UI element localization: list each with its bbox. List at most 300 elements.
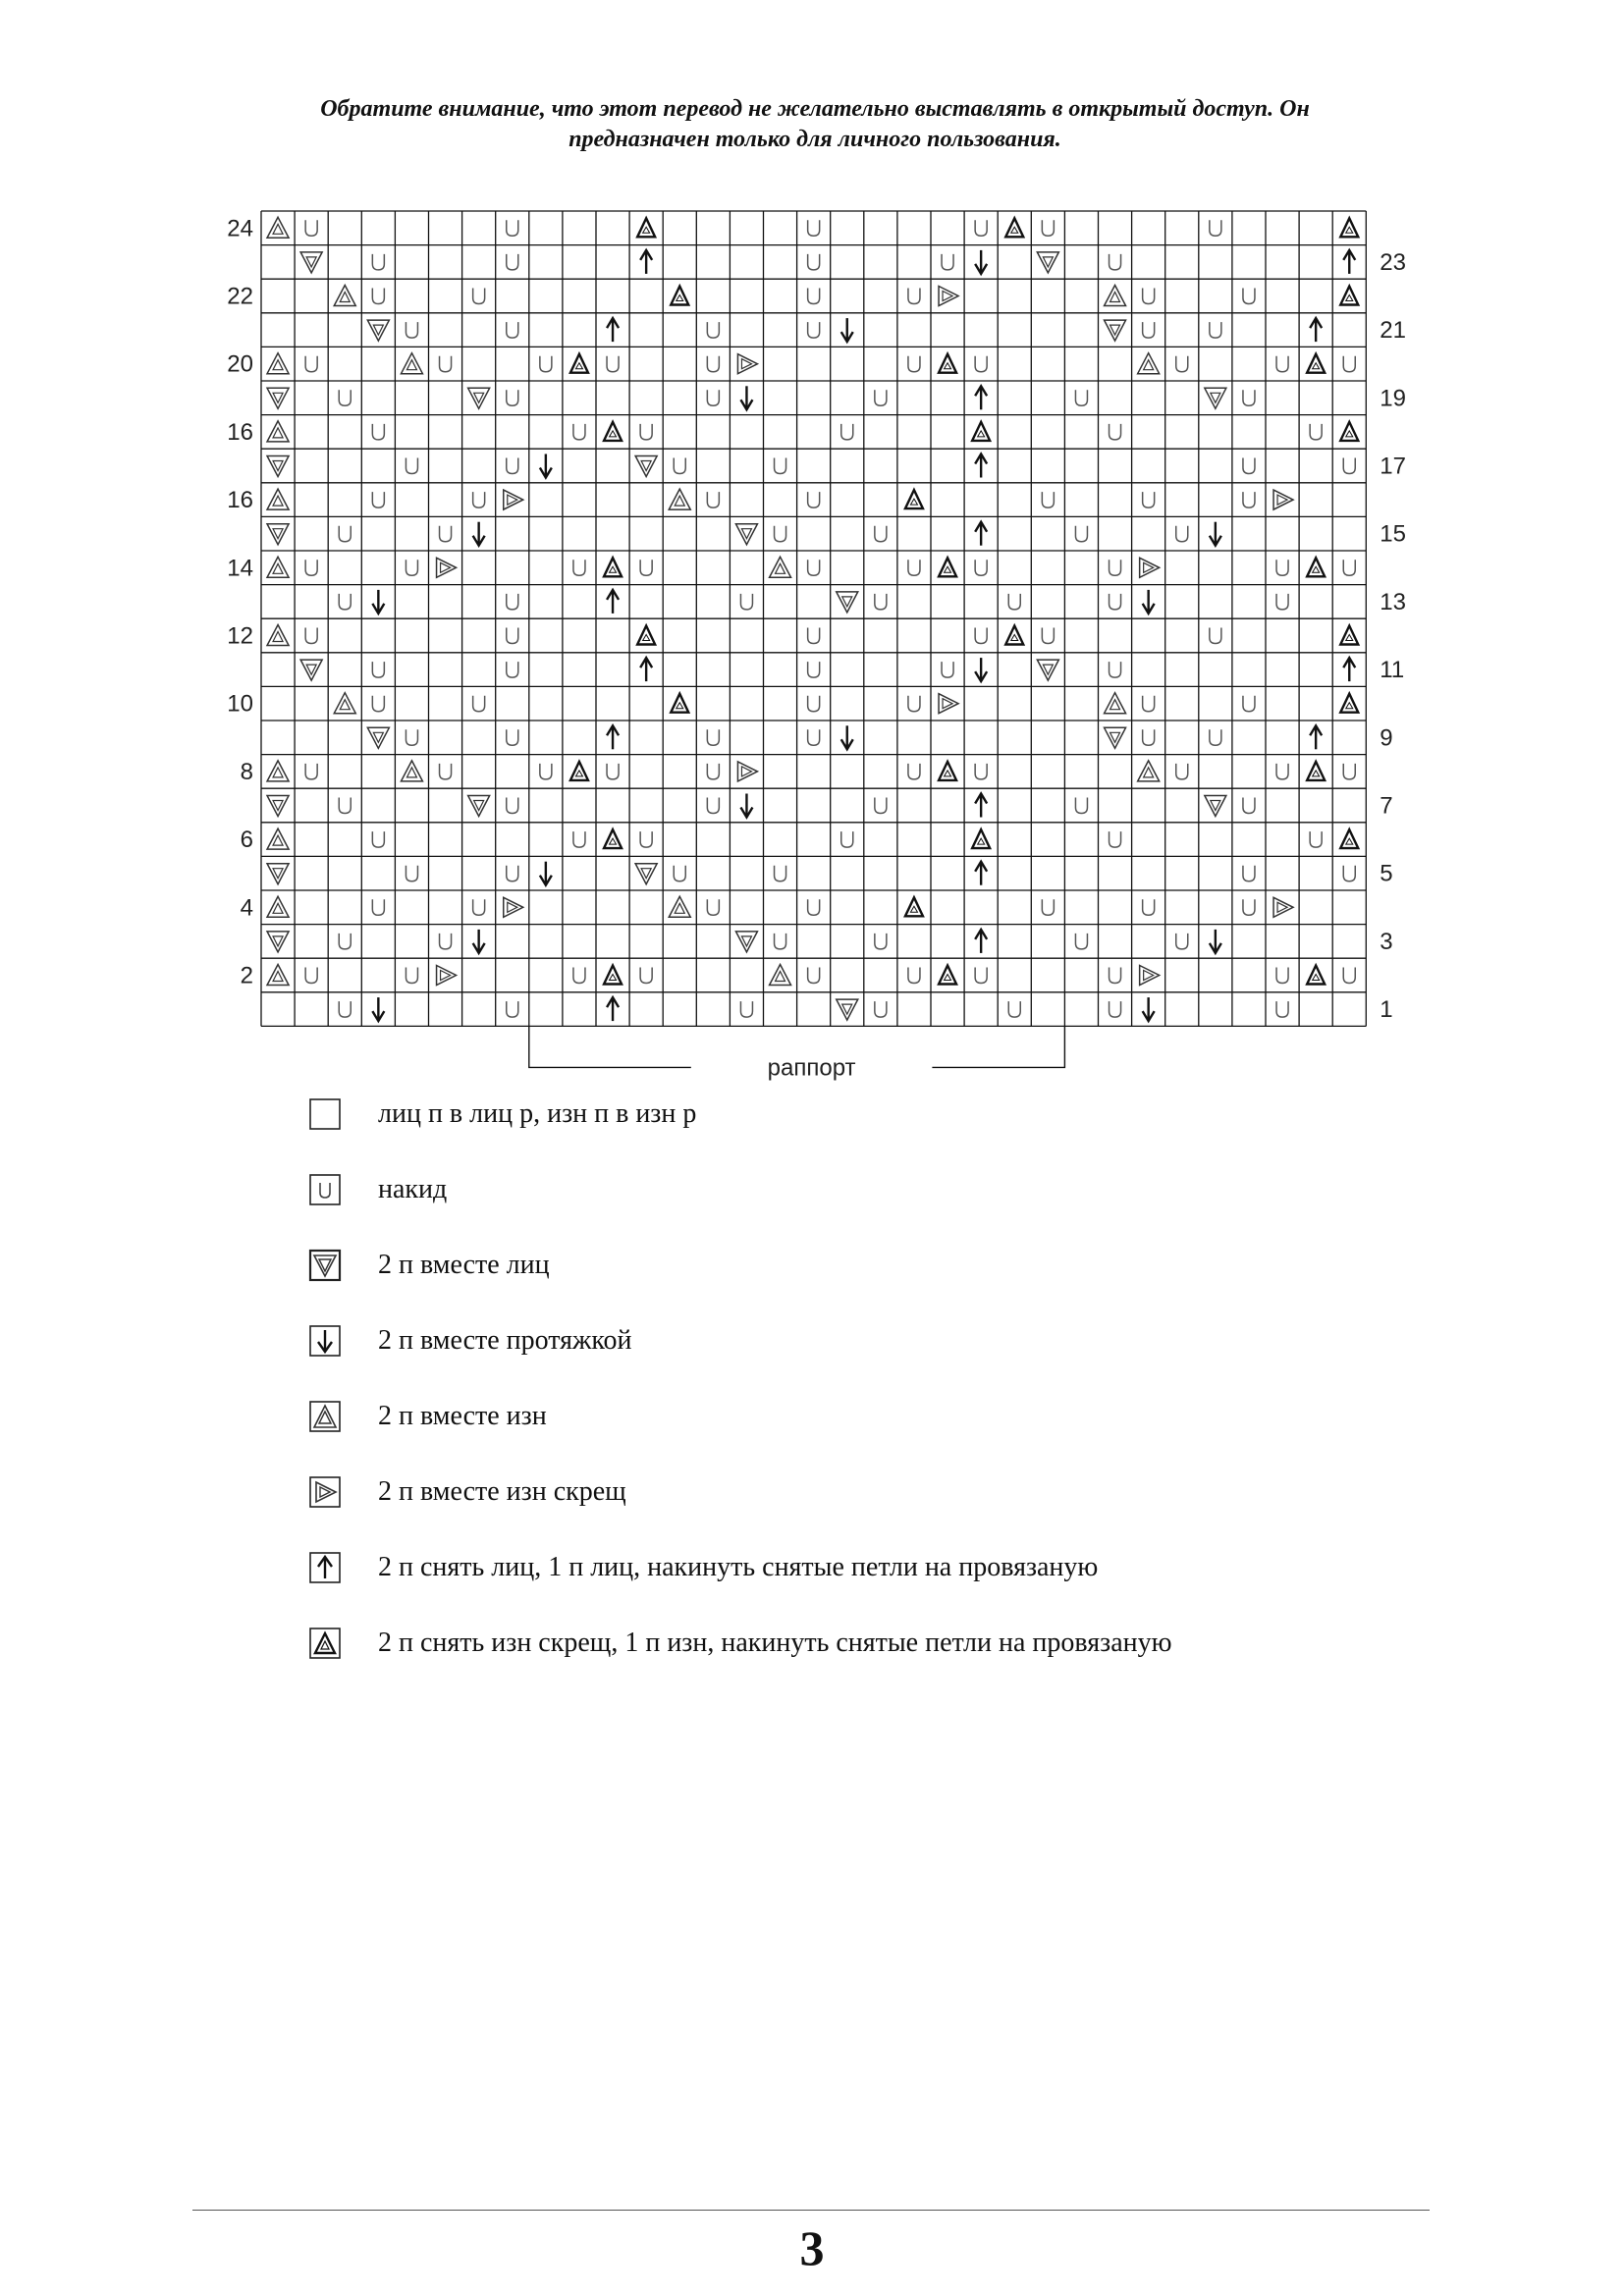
row-label-right: 23: [1380, 248, 1407, 276]
yarn-over-icon: [975, 764, 987, 779]
k2tog-tbl-icon: [740, 794, 752, 818]
yarn-over-icon: [309, 1174, 341, 1205]
yarn-over-icon: [573, 968, 585, 984]
yarn-over-icon: [1276, 1001, 1288, 1017]
p2tog-tbl-icon: [1273, 490, 1293, 509]
sk2p-knit-icon: [1343, 658, 1355, 681]
yarn-over-icon: [1176, 934, 1188, 949]
sk2p-knit-icon: [607, 725, 619, 749]
row-label-right: 5: [1380, 860, 1393, 887]
row-label-left: 22: [227, 283, 253, 310]
yarn-over-icon: [1110, 968, 1121, 984]
sk2p-purl-icon: [1340, 287, 1358, 305]
p2tog-tbl-icon: [939, 287, 958, 306]
yarn-over-icon: [540, 356, 552, 372]
row-label-left: 6: [240, 827, 253, 854]
yarn-over-icon: [440, 764, 452, 779]
k2tog-tbl-icon: [372, 590, 384, 614]
yarn-over-icon: [1110, 594, 1121, 610]
legend-item-yarn-over: [309, 1170, 1389, 1209]
yarn-over-icon: [808, 628, 820, 644]
yarn-over-icon: [740, 594, 752, 610]
k2tog-icon: [468, 796, 490, 817]
yarn-over-icon: [1243, 492, 1255, 507]
yarn-over-icon: [406, 458, 417, 474]
sk2p-knit-icon: [975, 794, 987, 818]
yarn-over-icon: [406, 729, 417, 745]
yarn-over-icon: [305, 560, 317, 575]
yarn-over-icon: [1143, 289, 1155, 304]
row-label-left: 14: [227, 555, 253, 582]
yarn-over-icon: [507, 458, 518, 474]
k2tog-icon: [735, 932, 757, 952]
legend-item-p2tog-tbl: [309, 1472, 1389, 1512]
yarn-over-icon: [1276, 356, 1288, 372]
yarn-over-icon: [908, 289, 920, 304]
empty-icon: [309, 1098, 341, 1130]
yarn-over-icon: [540, 764, 552, 779]
sk2p-purl-icon: [1340, 626, 1358, 645]
yarn-over-icon: [1176, 526, 1188, 542]
yarn-over-icon: [707, 798, 719, 814]
yarn-over-icon: [1210, 322, 1221, 338]
yarn-over-icon: [908, 764, 920, 779]
yarn-over-icon: [707, 764, 719, 779]
yarn-over-icon: [975, 560, 987, 575]
yarn-over-icon: [507, 594, 518, 610]
k2tog-icon: [837, 999, 858, 1020]
yarn-over-icon: [875, 526, 887, 542]
yarn-over-icon: [740, 1001, 752, 1017]
yarn-over-icon: [372, 492, 384, 507]
yarn-over-icon: [707, 322, 719, 338]
yarn-over-icon: [707, 356, 719, 372]
sk2p-knit-icon: [607, 997, 619, 1021]
yarn-over-icon: [573, 424, 585, 440]
yarn-over-icon: [305, 356, 317, 372]
k2tog-icon: [1037, 252, 1058, 273]
yarn-over-icon: [339, 1001, 351, 1017]
yarn-over-icon: [507, 254, 518, 270]
k2tog-icon: [267, 864, 289, 884]
legend-item-knit-purl: [309, 1095, 1389, 1134]
sk2p-purl-icon: [972, 829, 990, 848]
yarn-over-icon: [841, 424, 853, 440]
yarn-over-icon: [775, 866, 786, 881]
knitting-chart-grid: [196, 201, 1434, 1082]
yarn-over-icon: [1243, 798, 1255, 814]
yarn-over-icon: [1110, 662, 1121, 677]
sk2p-purl-icon: [939, 354, 956, 373]
yarn-over-icon: [640, 968, 652, 984]
yarn-over-icon: [440, 526, 452, 542]
yarn-over-icon: [1143, 899, 1155, 915]
yarn-over-icon: [674, 866, 685, 881]
legend-item-sk2p-knit: [309, 1548, 1389, 1587]
p2tog-tbl-icon: [1273, 897, 1293, 917]
row-label-left: 8: [240, 758, 253, 785]
yarn-over-icon: [1276, 968, 1288, 984]
yarn-over-icon: [1110, 254, 1121, 270]
p2tog-icon: [267, 965, 289, 986]
yarn-over-icon: [507, 798, 518, 814]
yarn-over-icon: [841, 831, 853, 847]
chart-grid-lines: [261, 211, 1366, 1026]
p2tog-icon: [267, 217, 289, 238]
row-label-right: 21: [1380, 317, 1407, 345]
sk2p-knit-icon: [607, 318, 619, 342]
yarn-over-icon: [707, 899, 719, 915]
sk2p-purl-icon: [1340, 218, 1358, 237]
yarn-over-icon: [1075, 798, 1087, 814]
yarn-over-icon: [1176, 764, 1188, 779]
yarn-over-icon: [305, 764, 317, 779]
yarn-over-icon: [1243, 866, 1255, 881]
yarn-over-icon: [507, 628, 518, 644]
sk2p-knit-icon: [309, 1552, 341, 1583]
yarn-over-icon: [573, 560, 585, 575]
yarn-over-icon: [372, 899, 384, 915]
p2tog-tbl-icon: [939, 694, 958, 714]
sk2p-purl-icon: [1307, 354, 1325, 373]
yarn-over-icon: [607, 764, 619, 779]
yarn-over-icon: [808, 322, 820, 338]
yarn-over-icon: [1343, 356, 1355, 372]
sk2p-purl-icon: [604, 966, 622, 985]
p2tog-tbl-icon: [309, 1476, 341, 1508]
k2tog-icon: [635, 864, 657, 884]
yarn-over-icon: [406, 560, 417, 575]
sk2p-purl-icon: [1307, 966, 1325, 985]
yarn-over-icon: [640, 424, 652, 440]
p2tog-tbl-icon: [504, 897, 523, 917]
row-label-right: 11: [1380, 657, 1405, 684]
k2tog-icon: [267, 388, 289, 408]
yarn-over-icon: [1075, 934, 1087, 949]
yarn-over-icon: [1042, 220, 1054, 236]
k2tog-tbl-icon: [1143, 590, 1155, 614]
k2tog-icon: [1105, 320, 1126, 341]
yarn-over-icon: [1243, 899, 1255, 915]
yarn-over-icon: [1343, 866, 1355, 881]
repeat-label: раппорт: [767, 1054, 856, 1082]
yarn-over-icon: [372, 696, 384, 712]
k2tog-icon: [735, 524, 757, 545]
row-label-left: 2: [240, 962, 253, 989]
yarn-over-icon: [372, 289, 384, 304]
yarn-over-icon: [640, 831, 652, 847]
sk2p-purl-icon: [570, 354, 588, 373]
yarn-over-icon: [1210, 220, 1221, 236]
yarn-over-icon: [406, 322, 417, 338]
yarn-over-icon: [775, 526, 786, 542]
yarn-over-icon: [339, 526, 351, 542]
row-label-right: 19: [1380, 385, 1407, 412]
yarn-over-icon: [707, 492, 719, 507]
yarn-over-icon: [1310, 831, 1322, 847]
p2tog-icon: [309, 1401, 341, 1432]
k2tog-tbl-icon: [540, 862, 552, 885]
k2tog-icon: [1105, 727, 1126, 748]
yarn-over-icon: [808, 254, 820, 270]
yarn-over-icon: [640, 560, 652, 575]
yarn-over-icon: [1042, 492, 1054, 507]
notice-line-1: Обратите внимание, что этот перевод не желательно выставлять в открытый доступ. Он: [320, 96, 1310, 122]
yarn-over-icon: [1143, 492, 1155, 507]
yarn-over-icon: [1042, 628, 1054, 644]
yarn-over-icon: [1042, 899, 1054, 915]
k2tog-icon: [367, 320, 389, 341]
sk2p-purl-icon: [905, 490, 923, 508]
sk2p-purl-icon: [637, 218, 655, 237]
k2tog-icon: [267, 456, 289, 477]
sk2p-purl-icon: [570, 762, 588, 780]
k2tog-tbl-icon: [841, 725, 853, 749]
k2tog-icon: [267, 796, 289, 817]
yarn-over-icon: [775, 934, 786, 949]
k2tog-tbl-icon: [975, 658, 987, 681]
yarn-over-icon: [875, 390, 887, 405]
p2tog-icon: [267, 761, 289, 781]
yarn-over-icon: [372, 254, 384, 270]
yarn-over-icon: [1143, 729, 1155, 745]
p2tog-icon: [267, 828, 289, 849]
yarn-over-icon: [942, 662, 953, 677]
p2tog-tbl-icon: [504, 490, 523, 509]
yarn-over-icon: [507, 866, 518, 881]
yarn-over-icon: [875, 934, 887, 949]
row-label-right: 17: [1380, 453, 1407, 480]
yarn-over-icon: [339, 934, 351, 949]
yarn-over-icon: [372, 831, 384, 847]
p2tog-icon: [1105, 693, 1126, 714]
yarn-over-icon: [1276, 594, 1288, 610]
yarn-over-icon: [507, 220, 518, 236]
yarn-over-icon: [707, 390, 719, 405]
yarn-over-icon: [372, 424, 384, 440]
sk2p-purl-icon: [1005, 218, 1023, 237]
legend-item-k2tog: [309, 1246, 1389, 1285]
yarn-over-icon: [1075, 390, 1087, 405]
yarn-over-icon: [975, 220, 987, 236]
sk2p-knit-icon: [975, 454, 987, 478]
sk2p-purl-icon: [604, 829, 622, 848]
row-label-left: 4: [240, 894, 253, 922]
yarn-over-icon: [1343, 560, 1355, 575]
sk2p-purl-icon: [671, 287, 688, 305]
yarn-over-icon: [1343, 458, 1355, 474]
row-label-left: 16: [227, 418, 253, 446]
yarn-over-icon: [1210, 628, 1221, 644]
yarn-over-icon: [1276, 764, 1288, 779]
legend-item-sk2p-purl: [309, 1624, 1389, 1663]
yarn-over-icon: [1075, 526, 1087, 542]
yarn-over-icon: [908, 560, 920, 575]
k2tog-icon: [267, 524, 289, 545]
sk2p-knit-icon: [1310, 318, 1322, 342]
sk2p-purl-icon: [1307, 762, 1325, 780]
yarn-over-icon: [942, 254, 953, 270]
sk2p-purl-icon: [905, 897, 923, 916]
p2tog-tbl-icon: [737, 354, 757, 374]
sk2p-purl-icon: [637, 626, 655, 645]
yarn-over-icon: [440, 934, 452, 949]
yarn-over-icon: [808, 492, 820, 507]
k2tog-tbl-icon: [841, 318, 853, 342]
yarn-over-icon: [1276, 560, 1288, 575]
legend-text: 2 п вместе изн: [378, 1401, 547, 1431]
yarn-over-icon: [775, 458, 786, 474]
k2tog-icon: [1037, 660, 1058, 680]
k2tog-icon: [837, 592, 858, 613]
yarn-over-icon: [573, 831, 585, 847]
yarn-over-icon: [507, 662, 518, 677]
yarn-over-icon: [305, 628, 317, 644]
p2tog-icon: [1138, 761, 1160, 781]
row-label-left: 12: [227, 622, 253, 650]
p2tog-tbl-icon: [437, 558, 457, 577]
p2tog-icon: [770, 965, 791, 986]
k2tog-tbl-icon: [1210, 930, 1221, 953]
row-label-right: 1: [1380, 996, 1393, 1024]
yarn-over-icon: [473, 899, 485, 915]
yarn-over-icon: [473, 492, 485, 507]
p2tog-icon: [401, 353, 422, 374]
sk2p-purl-icon: [1340, 422, 1358, 441]
legend-text: 2 п вместе протяжкой: [378, 1325, 632, 1356]
p2tog-icon: [669, 896, 690, 917]
row-label-right: 15: [1380, 520, 1407, 548]
yarn-over-icon: [607, 356, 619, 372]
yarn-over-icon: [1143, 322, 1155, 338]
sk2p-purl-icon: [1340, 694, 1358, 713]
p2tog-icon: [1138, 353, 1160, 374]
k2tog-icon: [300, 252, 322, 273]
notice-line-2: предназначен только для личного пользования.: [568, 127, 1061, 152]
yarn-over-icon: [1110, 424, 1121, 440]
p2tog-icon: [669, 489, 690, 509]
yarn-over-icon: [1343, 764, 1355, 779]
yarn-over-icon: [507, 322, 518, 338]
row-label-right: 9: [1380, 724, 1393, 752]
legend-text: 2 п вместе изн скрещ: [378, 1476, 626, 1507]
sk2p-knit-icon: [1343, 250, 1355, 274]
yarn-over-icon: [1243, 696, 1255, 712]
yarn-over-icon: [1008, 1001, 1020, 1017]
p2tog-tbl-icon: [737, 762, 757, 781]
yarn-over-icon: [707, 729, 719, 745]
yarn-over-icon: [975, 968, 987, 984]
legend-item-p2tog: [309, 1397, 1389, 1436]
yarn-over-icon: [908, 968, 920, 984]
sk2p-purl-icon: [939, 762, 956, 780]
yarn-over-icon: [975, 628, 987, 644]
yarn-over-icon: [908, 356, 920, 372]
row-label-right: 3: [1380, 928, 1393, 955]
yarn-over-icon: [1343, 968, 1355, 984]
yarn-over-icon: [1210, 729, 1221, 745]
yarn-over-icon: [875, 594, 887, 610]
legend-text: 2 п снять лиц, 1 п лиц, накинуть снятые петли на провязаную: [378, 1552, 1099, 1582]
sk2p-knit-icon: [640, 658, 652, 681]
yarn-over-icon: [339, 798, 351, 814]
row-label-left: 10: [227, 690, 253, 718]
sk2p-knit-icon: [975, 522, 987, 546]
p2tog-icon: [1105, 286, 1126, 306]
p2tog-tbl-icon: [437, 966, 457, 986]
p2tog-icon: [770, 557, 791, 577]
translation-notice: [196, 94, 1434, 155]
yarn-over-icon: [808, 662, 820, 677]
yarn-over-icon: [1110, 831, 1121, 847]
yarn-over-icon: [1176, 356, 1188, 372]
sk2p-purl-icon: [1340, 829, 1358, 848]
sk2p-purl-icon: [972, 422, 990, 441]
sk2p-knit-icon: [975, 930, 987, 953]
sk2p-purl-icon: [939, 558, 956, 576]
yarn-over-icon: [440, 356, 452, 372]
sk2p-knit-icon: [975, 862, 987, 885]
k2tog-tbl-icon: [473, 522, 485, 546]
yarn-over-icon: [808, 560, 820, 575]
yarn-over-icon: [808, 968, 820, 984]
sk2p-knit-icon: [1310, 725, 1322, 749]
knitting-chart: [196, 201, 1434, 1082]
p2tog-icon: [267, 489, 289, 509]
k2tog-icon: [1205, 796, 1226, 817]
yarn-over-icon: [1243, 289, 1255, 304]
k2tog-tbl-icon: [473, 930, 485, 953]
p2tog-icon: [267, 421, 289, 442]
sk2p-purl-icon: [604, 558, 622, 576]
row-label-left: 20: [227, 350, 253, 378]
legend-text: накид: [378, 1174, 448, 1204]
row-label-right: 7: [1380, 792, 1393, 820]
yarn-over-icon: [1110, 1001, 1121, 1017]
yarn-over-icon: [674, 458, 685, 474]
k2tog-icon: [267, 932, 289, 952]
yarn-over-icon: [1143, 696, 1155, 712]
p2tog-icon: [267, 625, 289, 646]
yarn-over-icon: [372, 662, 384, 677]
yarn-over-icon: [1110, 560, 1121, 575]
k2tog-tbl-icon: [1143, 997, 1155, 1021]
yarn-over-icon: [875, 1001, 887, 1017]
yarn-over-icon: [473, 289, 485, 304]
p2tog-icon: [401, 761, 422, 781]
sk2p-purl-icon: [604, 422, 622, 441]
footer-divider: [192, 2210, 1430, 2211]
yarn-over-icon: [808, 220, 820, 236]
page-number: 3: [799, 2220, 825, 2275]
p2tog-icon: [267, 353, 289, 374]
k2tog-icon: [309, 1250, 341, 1281]
yarn-over-icon: [1310, 424, 1322, 440]
yarn-over-icon: [507, 1001, 518, 1017]
p2tog-icon: [267, 557, 289, 577]
yarn-over-icon: [808, 729, 820, 745]
legend-text: 2 п вместе лиц: [378, 1250, 550, 1280]
yarn-over-icon: [339, 390, 351, 405]
k2tog-tbl-icon: [372, 997, 384, 1021]
yarn-over-icon: [808, 899, 820, 915]
yarn-over-icon: [473, 696, 485, 712]
k2tog-tbl-icon: [975, 250, 987, 274]
yarn-over-icon: [808, 696, 820, 712]
sk2p-knit-icon: [640, 250, 652, 274]
yarn-over-icon: [305, 968, 317, 984]
k2tog-tbl-icon: [309, 1325, 341, 1357]
